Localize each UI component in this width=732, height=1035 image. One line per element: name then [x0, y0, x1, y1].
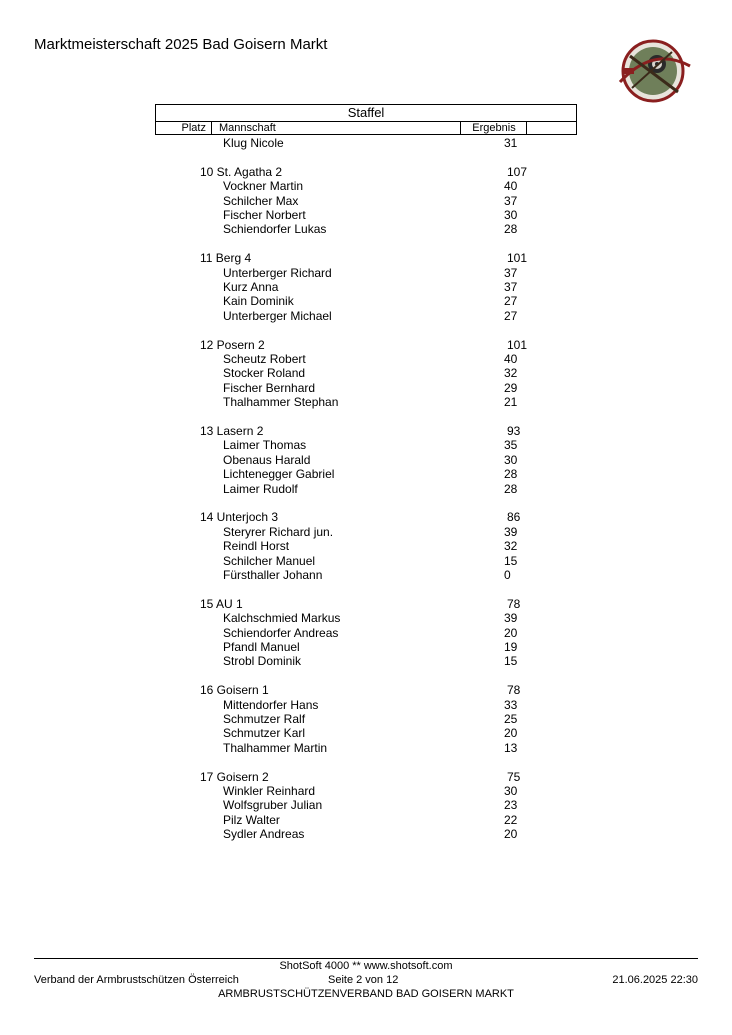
footer-page-number: Seite 2 von 12 [328, 974, 399, 986]
member-row-label: Schiendorfer Lukas [223, 222, 327, 237]
member-row-label: Schiendorfer Andreas [223, 625, 339, 640]
member-row-label: Fischer Bernhard [223, 380, 316, 395]
member-row-label: Unterberger Michael [223, 308, 332, 323]
member-row-label: Kurz Anna [223, 280, 279, 294]
member-row-score: 37 [504, 280, 518, 294]
member-row-score: 21 [504, 395, 518, 410]
member-row-score: 13 [504, 740, 518, 755]
member-row-label: Laimer Rudolf [223, 481, 298, 496]
member-row-score: 37 [504, 193, 518, 208]
member-row-label: Lichtenegger Gabriel [223, 467, 335, 482]
member-row-label: Kain Dominik [223, 294, 294, 309]
member-row-score: 32 [504, 366, 518, 381]
footer-association: Verband der Armbrustschützen Österreich [34, 974, 239, 986]
team-row-score: 101 [507, 251, 528, 266]
member-row-score: 27 [504, 294, 518, 309]
team-row-score: 75 [507, 769, 521, 784]
member-row-label: Laimer Thomas [223, 438, 307, 453]
member-row-score: 35 [504, 438, 518, 453]
member-row-score: 40 [504, 352, 518, 366]
member-row-score: 15 [504, 553, 518, 568]
member-row-score: 33 [504, 697, 518, 712]
member-row-score: 28 [504, 222, 518, 237]
column-header-blank [528, 121, 576, 135]
team-row-score: 93 [507, 424, 521, 438]
member-row-score: 23 [504, 798, 518, 813]
member-row-label: Winkler Reinhard [223, 784, 316, 798]
member-row-score: 20 [504, 827, 518, 842]
footer-divider [34, 958, 698, 959]
footer-datetime: 21.06.2025 22:30 [612, 974, 698, 986]
team-row-label: 14 Unterjoch 3 [200, 510, 279, 525]
member-row-score: 30 [504, 784, 518, 798]
member-row-score: 0 [504, 568, 511, 582]
member-row-label: Vockner Martin [223, 179, 304, 194]
team-row-score: 78 [507, 596, 521, 611]
member-row-label: Wolfsgruber Julian [223, 798, 323, 813]
member-row-score: 37 [504, 265, 518, 280]
member-row-label: Pfandl Manuel [223, 640, 300, 654]
member-row-label: Schmutzer Karl [223, 726, 306, 741]
team-row-label: 17 Goisern 2 [200, 769, 269, 784]
member-row-label: Strobl Dominik [223, 654, 302, 669]
member-row-label: Steryrer Richard jun. [223, 524, 334, 539]
footer-software: ShotSoft 4000 ** www.shotsoft.com [279, 960, 453, 972]
team-row-score: 78 [507, 683, 521, 698]
member-row-label: Stocker Roland [223, 366, 306, 381]
member-row-label: Pilz Walter [223, 812, 280, 827]
team-row-score: 86 [507, 510, 521, 525]
column-header-platz: Platz [156, 121, 212, 135]
table-title: Staffel [156, 105, 576, 122]
team-row-score: 107 [507, 164, 528, 179]
member-row-score: 22 [504, 812, 518, 827]
column-header-mannschaft: Mannschaft [213, 121, 461, 135]
member-row-score: 39 [504, 611, 518, 626]
member-row-score: 20 [504, 625, 518, 640]
footer-club: ARMBRUSTSCHÜTZENVERBAND BAD GOISERN MARKT [218, 988, 514, 1000]
team-row-label: 12 Posern 2 [200, 337, 265, 352]
table-header [155, 104, 577, 135]
team-row-label: 16 Goisern 1 [200, 683, 269, 698]
team-row-label: 15 AU 1 [200, 596, 243, 611]
member-row-score: 25 [504, 712, 518, 726]
club-crest-logo [612, 38, 694, 104]
member-row-label: Klug Nicole [223, 136, 284, 150]
member-row-label: Scheutz Robert [223, 352, 306, 366]
member-row-score: 39 [504, 524, 518, 539]
column-header-ergebnis: Ergebnis [462, 121, 527, 135]
member-row-score: 20 [504, 726, 518, 741]
member-row-label: Thalhammer Martin [223, 740, 328, 755]
member-row-score: 30 [504, 208, 518, 222]
team-row-label: 10 St. Agatha 2 [200, 164, 283, 179]
member-row-label: Mittendorfer Hans [223, 697, 319, 712]
member-row-label: Reindl Horst [223, 539, 290, 554]
member-row-label: Kalchschmied Markus [223, 611, 341, 626]
member-row-label: Schilcher Max [223, 193, 299, 208]
member-row-score: 29 [504, 380, 518, 395]
member-row-label: Fischer Norbert [223, 208, 306, 222]
team-row-label: 13 Lasern 2 [200, 424, 264, 438]
member-row-score: 31 [504, 136, 518, 150]
member-row-score: 28 [504, 481, 518, 496]
team-row-label: 11 Berg 4 [200, 251, 252, 266]
member-row-label: Thalhammer Stephan [223, 395, 339, 410]
member-row-label: Sydler Andreas [223, 827, 305, 842]
member-row-label: Fürsthaller Johann [223, 568, 323, 582]
member-row-label: Schmutzer Ralf [223, 712, 306, 726]
team-row-score: 101 [507, 337, 528, 352]
member-row-score: 30 [504, 452, 518, 467]
member-row-score: 19 [504, 640, 518, 654]
page-title: Marktmeisterschaft 2025 Bad Goisern Markt [34, 36, 328, 53]
member-row-score: 27 [504, 308, 518, 323]
member-row-label: Obenaus Harald [223, 452, 311, 467]
member-row-score: 32 [504, 539, 518, 554]
member-row-score: 15 [504, 654, 518, 669]
member-row-score: 28 [504, 467, 518, 482]
member-row-score: 40 [504, 179, 518, 194]
member-row-label: Unterberger Richard [223, 265, 332, 280]
member-row-label: Schilcher Manuel [223, 553, 316, 568]
